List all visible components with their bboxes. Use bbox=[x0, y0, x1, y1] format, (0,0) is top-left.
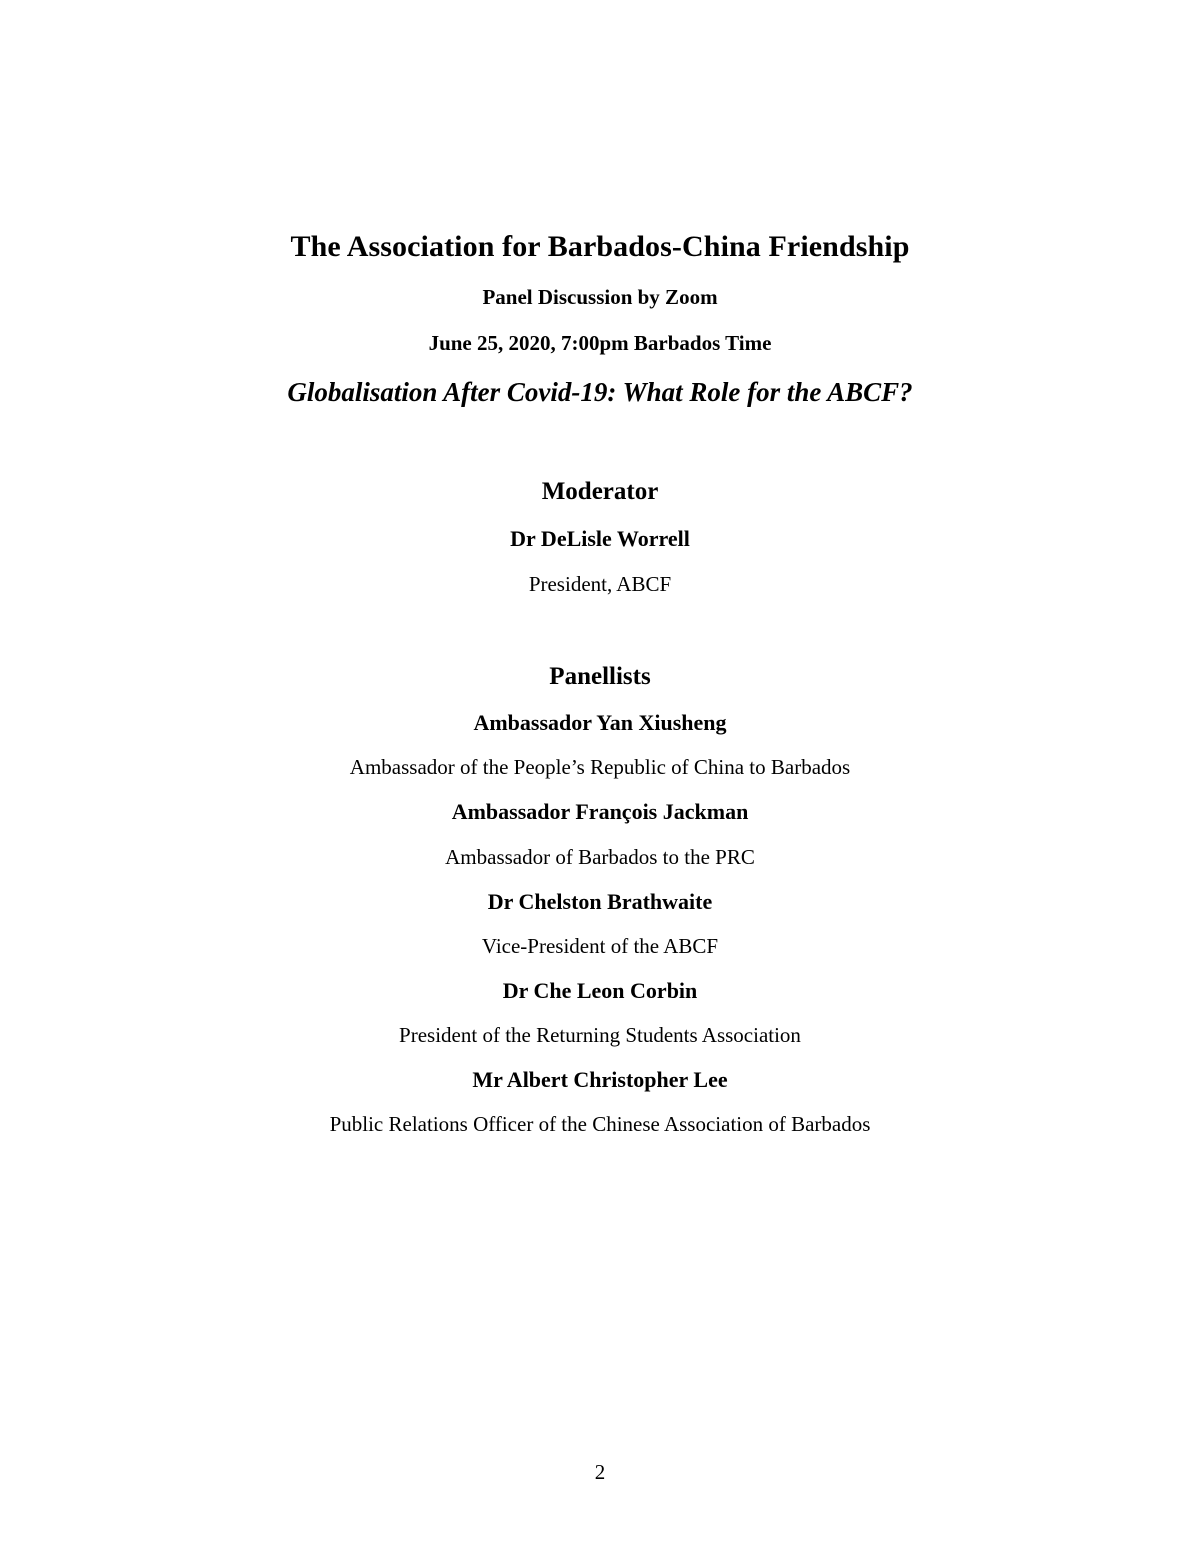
panellist-name: Mr Albert Christopher Lee bbox=[472, 1067, 728, 1093]
page-number: 2 bbox=[594, 1460, 606, 1484]
panellist-role: Ambassador of the People’s Republic of China to Barbados bbox=[349, 755, 851, 780]
panellist-role: Public Relations Officer of the Chinese Association of Barbados bbox=[329, 1112, 871, 1137]
page-title: The Association for Barbados-China Friendship bbox=[290, 230, 910, 263]
panellist-name: Ambassador Yan Xiusheng bbox=[473, 710, 727, 736]
panellist-entry bbox=[160, 1068, 1040, 1136]
moderator-heading: Moderator bbox=[541, 477, 659, 505]
panellist-name: Dr Che Leon Corbin bbox=[502, 978, 698, 1003]
moderator-name: Dr DeLisle Worrell bbox=[510, 526, 690, 552]
panellist-role: Vice-President of the ABCF bbox=[481, 933, 719, 958]
event-topic: Globalisation After Covid-19: What Role for the ABCF? bbox=[287, 377, 913, 408]
panellist-entry bbox=[160, 711, 1040, 779]
panellist-role: Ambassador of Barbados to the PRC bbox=[445, 844, 755, 869]
event-datetime: June 25, 2020, 7:00pm Barbados Time bbox=[428, 331, 772, 356]
event-subtitle: Panel Discussion by Zoom bbox=[482, 285, 718, 309]
panellists-heading: Panellists bbox=[549, 662, 651, 690]
panellist-entry bbox=[160, 890, 1040, 958]
moderator-role: President, ABCF bbox=[528, 571, 672, 596]
panellist-name: Dr Chelston Brathwaite bbox=[487, 888, 713, 914]
panellist-name: Ambassador François Jackman bbox=[451, 799, 749, 825]
panellist-entry bbox=[160, 979, 1040, 1047]
panellist-entry bbox=[160, 800, 1040, 868]
panellist-role: President of the Returning Students Association bbox=[399, 1023, 801, 1048]
moderator-entry bbox=[160, 527, 1040, 595]
